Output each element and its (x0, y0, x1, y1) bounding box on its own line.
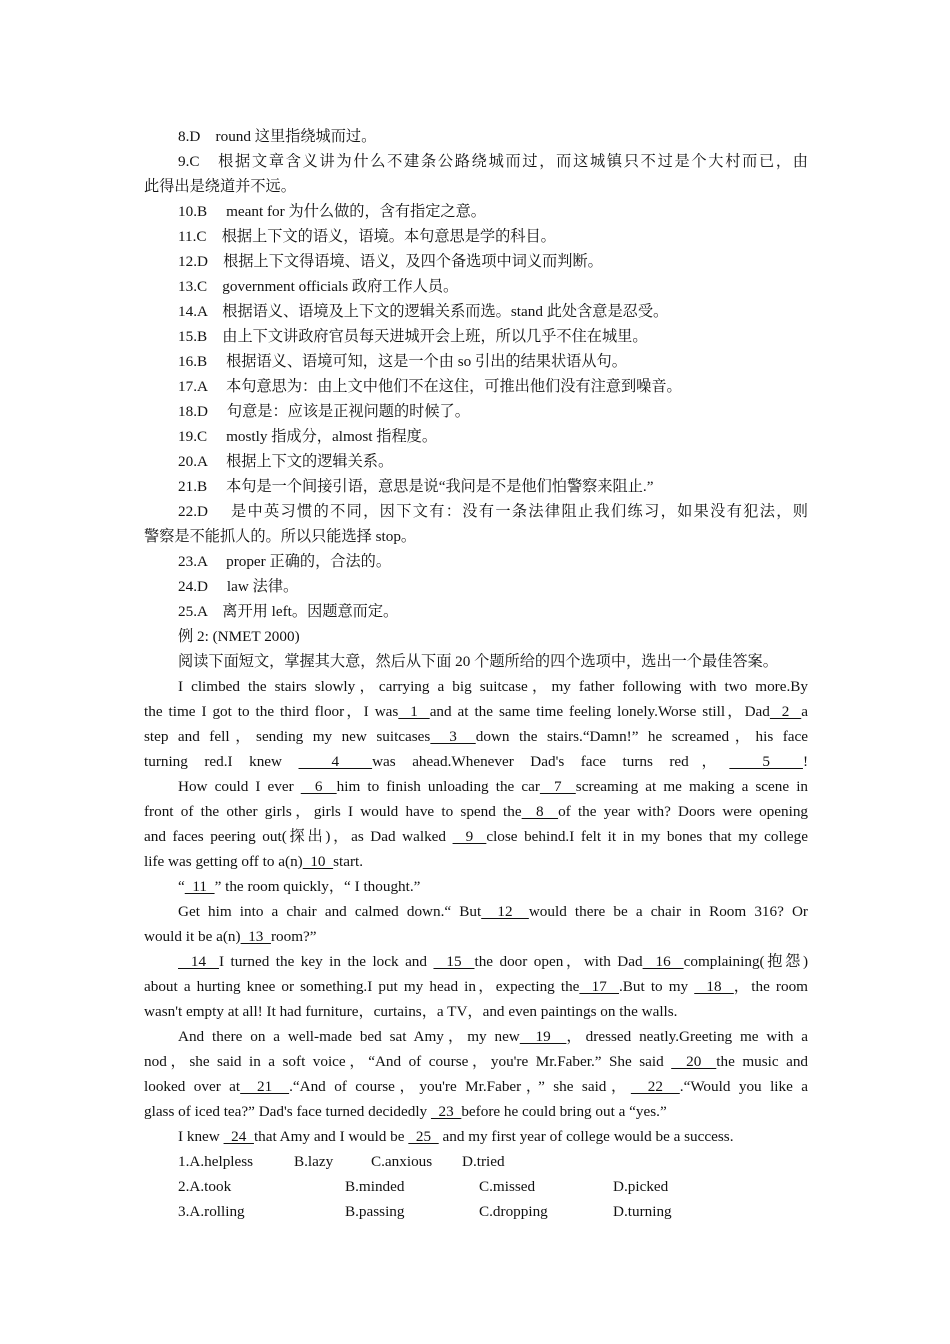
passage-line (144, 799, 808, 824)
passage-text: ，dressed neatly.Greeting me with a (566, 1028, 809, 1045)
passage-text: I climbed the stairs slowly，carrying a big suitcase，my father following with two more.By (178, 678, 808, 695)
option-choice: C.dropping (479, 1203, 548, 1220)
passage-text: I knew (178, 1128, 224, 1145)
passage-text: down the stairs.“Damn!” he screamed，his face (475, 728, 809, 745)
answer-line: 24.D law 法律。 (178, 578, 299, 595)
instructions: 阅读下面短文，掌握其大意，然后从下面 20 个题所给的四个选项中，选出一个最佳答案。 (178, 653, 778, 670)
passage-line (144, 924, 808, 949)
answer-line: 14.A 根据语义、语境及上下文的逻辑关系而选。stand 此处含意是忍受。 (178, 303, 669, 320)
answer-line: 警察是不能抓人的。所以只能选择 stop。 (144, 528, 417, 545)
blank-number: 7 (539, 778, 576, 795)
answer-line: 10.B meant for 为什么做的，含有指定之意。 (178, 203, 486, 220)
passage-text: “ (178, 878, 185, 895)
blank-number: 14 (178, 953, 220, 970)
passage-line (144, 874, 808, 899)
passage-text: about a hurting knee or something.I put my head in，expecting the (144, 978, 580, 995)
passage-line (144, 1049, 808, 1074)
option-choice: 2.A.took (178, 1178, 232, 1195)
passage-text: that Amy and I would be (253, 1128, 409, 1145)
option-choice: 1.A.helpless (178, 1153, 254, 1170)
passage-text: wasn't empty at all! It had furniture，curtains，a TV，and even paintings on the walls. (144, 1003, 678, 1020)
answer-line: 19.C mostly 指成分，almost 指程度。 (178, 428, 438, 445)
passage-line (144, 974, 808, 999)
passage-line (144, 949, 808, 974)
blank-number: 23 (430, 1103, 462, 1120)
passage-text: nod，she said in a soft voice，“And of course，you're Mr.Faber.” She said (144, 1053, 672, 1070)
answer-line: 17.A 本句意思为：由上文中他们不在这住，可推出他们没有注意到噪音。 (178, 378, 682, 395)
answer-line: 25.A 离开用 left。因题意而定。 (178, 603, 399, 620)
passage-line (144, 999, 808, 1024)
option-choice: B.minded (345, 1178, 405, 1195)
answer-line: 12.D 根据上下文得语境、语义，及四个备选项中词义而判断。 (178, 253, 603, 270)
answer-options (144, 1149, 808, 1224)
answer-line: 15.B 由上下文讲政府官员每天进城开会上班，所以几乎不住在城里。 (178, 328, 648, 345)
answer-line: 16.B 根据语义、语境可知，这是一个由 so 引出的结果状语从句。 (178, 353, 627, 370)
passage-line (144, 899, 808, 924)
answer-line: 21.B 本句是一个间接引语，意思是说“我问是不是他们怕警察来阻止.” (178, 478, 654, 495)
passage-text: of the year with? Doors were opening (558, 803, 809, 820)
passage-text: How could I ever (178, 778, 301, 795)
blank-number: 24 (223, 1128, 254, 1145)
blank-number: 16 (642, 953, 684, 970)
passage-line (144, 674, 808, 699)
passage-text: the time I got to the third floor，I was (144, 703, 399, 720)
example-header: 例 2: (NMET 2000) (178, 628, 300, 645)
passage-text: life was getting off to a(n) (144, 853, 303, 870)
blank-number: 17 (579, 978, 619, 995)
passage-text: .But to my (618, 978, 695, 995)
passage-text: would there be a chair in Room 316? Or (528, 903, 808, 920)
blank-number: 19 (519, 1028, 567, 1045)
passage-text: .“Would you like a (679, 1078, 809, 1095)
passage-line (144, 1124, 808, 1149)
blank-number: 21 (240, 1078, 290, 1095)
passage-text: I turned the key in the lock and (219, 953, 434, 970)
option-choice: C.missed (479, 1178, 536, 1195)
answer-line: 此得出是绕道并不远。 (144, 178, 296, 195)
passage-text: the music and (716, 1053, 809, 1070)
passage-text: would it be a(n) (144, 928, 241, 945)
answer-line: 13.C government officials 政府工作人员。 (178, 278, 459, 295)
option-choice: 3.A.rolling (178, 1203, 245, 1220)
passage-text: And there on a well-made bed sat Amy，my new (178, 1028, 520, 1045)
blank-number: 1 (398, 703, 430, 720)
passage-text: .“And of course，you're Mr.Faber，” she said， (289, 1078, 631, 1095)
passage-text: complaining(抱怨) (683, 953, 809, 970)
blank-number: 4 (298, 753, 373, 770)
passage-text: and faces peering out(探出)，as Dad walked (144, 828, 453, 845)
option-choice: D.tried (462, 1153, 505, 1170)
option-choice: D.turning (613, 1203, 672, 1220)
option-row (144, 1174, 808, 1199)
blank-number: 8 (521, 803, 559, 820)
answer-line: 8.D round 这里指绕城而过。 (178, 128, 377, 145)
blank-number: 6 (300, 778, 337, 795)
option-choice: B.lazy (294, 1153, 334, 1170)
answer-line: 18.D 句意是：应该是正视问题的时候了。 (178, 403, 470, 420)
blank-number: 5 (729, 753, 803, 770)
option-choice: B.passing (345, 1203, 405, 1220)
passage-text: turning red.I knew (144, 753, 299, 770)
passage-line (144, 1099, 808, 1124)
passage-text: a (801, 703, 809, 720)
passage-text: him to finish unloading the car (336, 778, 540, 795)
blank-number: 18 (694, 978, 734, 995)
blank-number: 11 (184, 878, 215, 895)
answer-line: 11.C 根据上下文的语义，语境。本句意思是学的科目。 (178, 228, 556, 245)
passage-text: ，the room (733, 978, 808, 995)
passage-text: room?” (270, 928, 317, 945)
blank-number: 20 (671, 1053, 717, 1070)
passage-line (144, 724, 808, 749)
document-body (144, 124, 808, 1224)
answer-line: 9.C 根据文章含义讲为什么不建条公路绕城而过，而这城镇只不过是个大村而已，由 (178, 153, 808, 170)
passage-text: close behind.I felt it in my bones that my college (486, 828, 808, 845)
passage-text: looked over at (144, 1078, 241, 1095)
passage-line (144, 774, 808, 799)
passage-line (144, 824, 808, 849)
passage-line (144, 849, 808, 874)
passage-text: start. (333, 853, 364, 870)
passage-line (144, 1074, 808, 1099)
passage-text: front of the other girls，girls I would have to spend the (144, 803, 522, 820)
passage-text: before he could bring out a “yes.” (461, 1103, 667, 1120)
passage-text: and at the same time feeling lonely.Worse still，Dad (429, 703, 770, 720)
blank-number: 13 (240, 928, 271, 945)
answer-line: 20.A 根据上下文的逻辑关系。 (178, 453, 394, 470)
blank-number: 12 (481, 903, 529, 920)
blank-number: 15 (433, 953, 475, 970)
option-row (144, 1149, 808, 1174)
passage-text: step and fell，sending my new suitcases (144, 728, 431, 745)
passage-text: ! (802, 753, 808, 770)
blank-number: 10 (302, 853, 334, 870)
answer-line: 23.A proper 正确的，合法的。 (178, 553, 392, 570)
cloze-passage (144, 674, 808, 1149)
passage-line (144, 749, 808, 774)
passage-line (144, 699, 808, 724)
passage-text: was ahead.Whenever Dad's face turns red， (372, 753, 730, 770)
passage-text: Get him into a chair and calmed down.“ But (178, 903, 482, 920)
blank-number: 25 (408, 1128, 439, 1145)
answer-line: 22.D 是中英习惯的不同，因下文有：没有一条法律阻止我们练习，如果没有犯法，则 (178, 503, 808, 520)
passage-text: the door open，with Dad (474, 953, 643, 970)
passage-text: ” the room quickly，“ I thought.” (214, 878, 421, 895)
blank-number: 9 (452, 828, 487, 845)
passage-text: glass of iced tea?” Dad's face turned decidedly (144, 1103, 431, 1120)
blank-number: 2 (769, 703, 802, 720)
passage-text: screaming at me making a scene in (575, 778, 809, 795)
option-row (144, 1199, 808, 1224)
passage-text: and my first year of college would be a success. (438, 1128, 734, 1145)
option-choice: D.picked (613, 1178, 669, 1195)
blank-number: 3 (430, 728, 476, 745)
option-choice: C.anxious (371, 1153, 433, 1170)
passage-line (144, 1024, 808, 1049)
blank-number: 22 (630, 1078, 680, 1095)
